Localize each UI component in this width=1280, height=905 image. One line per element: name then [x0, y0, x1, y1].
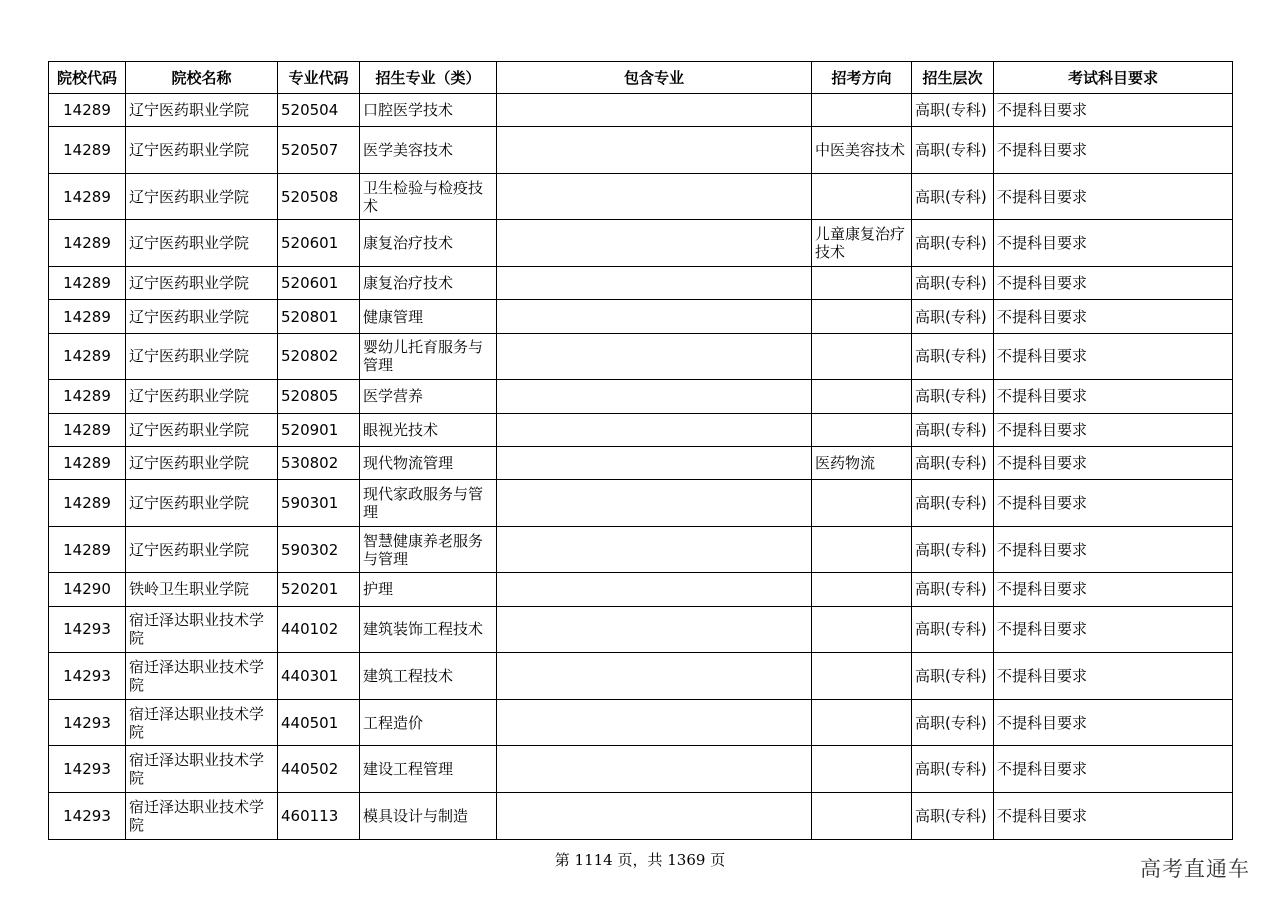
subject-requirement-cell: 不提科目要求	[994, 793, 1233, 840]
subject-requirement-cell: 不提科目要求	[994, 446, 1233, 479]
subject-requirement-cell: 不提科目要求	[994, 606, 1233, 653]
level-cell: 高职(专科)	[912, 746, 994, 793]
table-row	[49, 413, 1233, 446]
included-majors-cell	[497, 526, 812, 573]
level-cell: 高职(专科)	[912, 94, 994, 127]
major-code-cell: 530802	[278, 446, 360, 479]
major-name-cell: 现代物流管理	[360, 446, 497, 479]
table-row	[49, 94, 1233, 127]
school-name-cell: 辽宁医药职业学院	[126, 94, 278, 127]
major-name-cell: 卫生检验与检疫技术	[360, 173, 497, 220]
included-majors-cell	[497, 413, 812, 446]
table-row	[49, 793, 1233, 840]
direction-cell	[812, 699, 912, 746]
subject-requirement-cell: 不提科目要求	[994, 267, 1233, 300]
direction-cell	[812, 300, 912, 333]
column-header: 招考方向	[812, 62, 912, 94]
major-name-cell: 现代家政服务与管理	[360, 480, 497, 527]
subject-requirement-cell: 不提科目要求	[994, 333, 1233, 380]
major-name-cell: 康复治疗技术	[360, 220, 497, 267]
included-majors-cell	[497, 699, 812, 746]
direction-cell	[812, 413, 912, 446]
table-row	[49, 333, 1233, 380]
subject-requirement-cell: 不提科目要求	[994, 573, 1233, 606]
page-number: 第 1114 页，共 1369 页	[554, 851, 726, 869]
table-row	[49, 480, 1233, 527]
included-majors-cell	[497, 793, 812, 840]
level-cell: 高职(专科)	[912, 333, 994, 380]
direction-cell	[812, 746, 912, 793]
level-cell: 高职(专科)	[912, 606, 994, 653]
subject-requirement-cell: 不提科目要求	[994, 220, 1233, 267]
major-code-cell: 440301	[278, 653, 360, 700]
direction-cell: 儿童康复治疗技术	[812, 220, 912, 267]
major-code-cell: 590302	[278, 526, 360, 573]
direction-cell	[812, 793, 912, 840]
school-code-cell: 14293	[49, 653, 126, 700]
level-cell: 高职(专科)	[912, 480, 994, 527]
school-code-cell: 14289	[49, 413, 126, 446]
included-majors-cell	[497, 573, 812, 606]
subject-requirement-cell: 不提科目要求	[994, 127, 1233, 174]
school-name-cell: 辽宁医药职业学院	[126, 127, 278, 174]
level-cell: 高职(专科)	[912, 127, 994, 174]
direction-cell	[812, 573, 912, 606]
school-name-cell: 辽宁医药职业学院	[126, 173, 278, 220]
level-cell: 高职(专科)	[912, 300, 994, 333]
major-name-cell: 智慧健康养老服务与管理	[360, 526, 497, 573]
direction-cell	[812, 94, 912, 127]
major-name-cell: 护理	[360, 573, 497, 606]
school-code-cell: 14290	[49, 573, 126, 606]
major-code-cell: 520504	[278, 94, 360, 127]
direction-cell	[812, 173, 912, 220]
school-code-cell: 14289	[49, 173, 126, 220]
school-code-cell: 14289	[49, 127, 126, 174]
column-header: 招生层次	[912, 62, 994, 94]
major-code-cell: 520507	[278, 127, 360, 174]
subject-requirement-cell: 不提科目要求	[994, 526, 1233, 573]
admissions-table	[48, 61, 1233, 840]
included-majors-cell	[497, 653, 812, 700]
school-name-cell: 辽宁医药职业学院	[126, 413, 278, 446]
table-row	[49, 380, 1233, 413]
level-cell: 高职(专科)	[912, 446, 994, 479]
level-cell: 高职(专科)	[912, 380, 994, 413]
major-name-cell: 建筑装饰工程技术	[360, 606, 497, 653]
school-code-cell: 14289	[49, 526, 126, 573]
major-code-cell: 440501	[278, 699, 360, 746]
table-row	[49, 173, 1233, 220]
level-cell: 高职(专科)	[912, 793, 994, 840]
school-code-cell: 14293	[49, 606, 126, 653]
column-header: 专业代码	[278, 62, 360, 94]
table-header-row	[49, 62, 1233, 94]
major-name-cell: 健康管理	[360, 300, 497, 333]
school-name-cell: 辽宁医药职业学院	[126, 267, 278, 300]
major-code-cell: 590301	[278, 480, 360, 527]
table-row	[49, 526, 1233, 573]
table-row	[49, 699, 1233, 746]
level-cell: 高职(专科)	[912, 573, 994, 606]
direction-cell	[812, 267, 912, 300]
major-code-cell: 520802	[278, 333, 360, 380]
school-code-cell: 14289	[49, 446, 126, 479]
school-name-cell: 宿迁泽达职业技术学院	[126, 746, 278, 793]
subject-requirement-cell: 不提科目要求	[994, 746, 1233, 793]
major-name-cell: 口腔医学技术	[360, 94, 497, 127]
major-code-cell: 440102	[278, 606, 360, 653]
column-header: 院校名称	[126, 62, 278, 94]
included-majors-cell	[497, 606, 812, 653]
included-majors-cell	[497, 127, 812, 174]
direction-cell	[812, 333, 912, 380]
table-row	[49, 267, 1233, 300]
school-name-cell: 铁岭卫生职业学院	[126, 573, 278, 606]
major-name-cell: 建筑工程技术	[360, 653, 497, 700]
subject-requirement-cell: 不提科目要求	[994, 653, 1233, 700]
included-majors-cell	[497, 267, 812, 300]
level-cell: 高职(专科)	[912, 653, 994, 700]
table-row	[49, 606, 1233, 653]
school-code-cell: 14289	[49, 94, 126, 127]
school-name-cell: 辽宁医药职业学院	[126, 220, 278, 267]
included-majors-cell	[497, 220, 812, 267]
table-row	[49, 573, 1233, 606]
column-header: 考试科目要求	[994, 62, 1233, 94]
school-name-cell: 辽宁医药职业学院	[126, 380, 278, 413]
column-header: 包含专业	[497, 62, 812, 94]
major-name-cell: 医学营养	[360, 380, 497, 413]
major-code-cell: 440502	[278, 746, 360, 793]
school-code-cell: 14289	[49, 333, 126, 380]
major-code-cell: 520901	[278, 413, 360, 446]
school-name-cell: 宿迁泽达职业技术学院	[126, 606, 278, 653]
direction-cell: 医药物流	[812, 446, 912, 479]
school-code-cell: 14289	[49, 300, 126, 333]
school-name-cell: 辽宁医药职业学院	[126, 300, 278, 333]
level-cell: 高职(专科)	[912, 526, 994, 573]
level-cell: 高职(专科)	[912, 173, 994, 220]
major-name-cell: 工程造价	[360, 699, 497, 746]
subject-requirement-cell: 不提科目要求	[994, 173, 1233, 220]
included-majors-cell	[497, 446, 812, 479]
major-code-cell: 520805	[278, 380, 360, 413]
school-code-cell: 14289	[49, 380, 126, 413]
level-cell: 高职(专科)	[912, 267, 994, 300]
subject-requirement-cell: 不提科目要求	[994, 413, 1233, 446]
subject-requirement-cell: 不提科目要求	[994, 480, 1233, 527]
school-code-cell: 14293	[49, 746, 126, 793]
included-majors-cell	[497, 480, 812, 527]
table-row	[49, 746, 1233, 793]
major-code-cell: 460113	[278, 793, 360, 840]
subject-requirement-cell: 不提科目要求	[994, 380, 1233, 413]
included-majors-cell	[497, 173, 812, 220]
major-code-cell: 520601	[278, 267, 360, 300]
included-majors-cell	[497, 333, 812, 380]
school-name-cell: 辽宁医药职业学院	[126, 480, 278, 527]
school-code-cell: 14289	[49, 267, 126, 300]
school-name-cell: 辽宁医药职业学院	[126, 333, 278, 380]
included-majors-cell	[497, 94, 812, 127]
included-majors-cell	[497, 746, 812, 793]
column-header: 招生专业（类）	[360, 62, 497, 94]
level-cell: 高职(专科)	[912, 699, 994, 746]
major-name-cell: 眼视光技术	[360, 413, 497, 446]
table-row	[49, 127, 1233, 174]
subject-requirement-cell: 不提科目要求	[994, 300, 1233, 333]
school-code-cell: 14293	[49, 699, 126, 746]
major-code-cell: 520601	[278, 220, 360, 267]
major-code-cell: 520508	[278, 173, 360, 220]
direction-cell	[812, 653, 912, 700]
major-code-cell: 520801	[278, 300, 360, 333]
table-row	[49, 653, 1233, 700]
direction-cell	[812, 480, 912, 527]
school-name-cell: 辽宁医药职业学院	[126, 526, 278, 573]
level-cell: 高职(专科)	[912, 413, 994, 446]
direction-cell: 中医美容技术	[812, 127, 912, 174]
watermark-text: 高考直通车	[1140, 857, 1250, 881]
column-header: 院校代码	[49, 62, 126, 94]
major-name-cell: 婴幼儿托育服务与管理	[360, 333, 497, 380]
school-name-cell: 宿迁泽达职业技术学院	[126, 793, 278, 840]
table-row	[49, 446, 1233, 479]
school-name-cell: 辽宁医药职业学院	[126, 446, 278, 479]
table-body	[49, 94, 1233, 840]
table-row	[49, 300, 1233, 333]
school-code-cell: 14289	[49, 220, 126, 267]
school-code-cell: 14293	[49, 793, 126, 840]
school-code-cell: 14289	[49, 480, 126, 527]
included-majors-cell	[497, 380, 812, 413]
subject-requirement-cell: 不提科目要求	[994, 699, 1233, 746]
major-name-cell: 模具设计与制造	[360, 793, 497, 840]
school-name-cell: 宿迁泽达职业技术学院	[126, 653, 278, 700]
major-name-cell: 建设工程管理	[360, 746, 497, 793]
school-name-cell: 宿迁泽达职业技术学院	[126, 699, 278, 746]
included-majors-cell	[497, 300, 812, 333]
direction-cell	[812, 606, 912, 653]
major-name-cell: 医学美容技术	[360, 127, 497, 174]
level-cell: 高职(专科)	[912, 220, 994, 267]
direction-cell	[812, 380, 912, 413]
table-row	[49, 220, 1233, 267]
subject-requirement-cell: 不提科目要求	[994, 94, 1233, 127]
major-code-cell: 520201	[278, 573, 360, 606]
major-name-cell: 康复治疗技术	[360, 267, 497, 300]
direction-cell	[812, 526, 912, 573]
